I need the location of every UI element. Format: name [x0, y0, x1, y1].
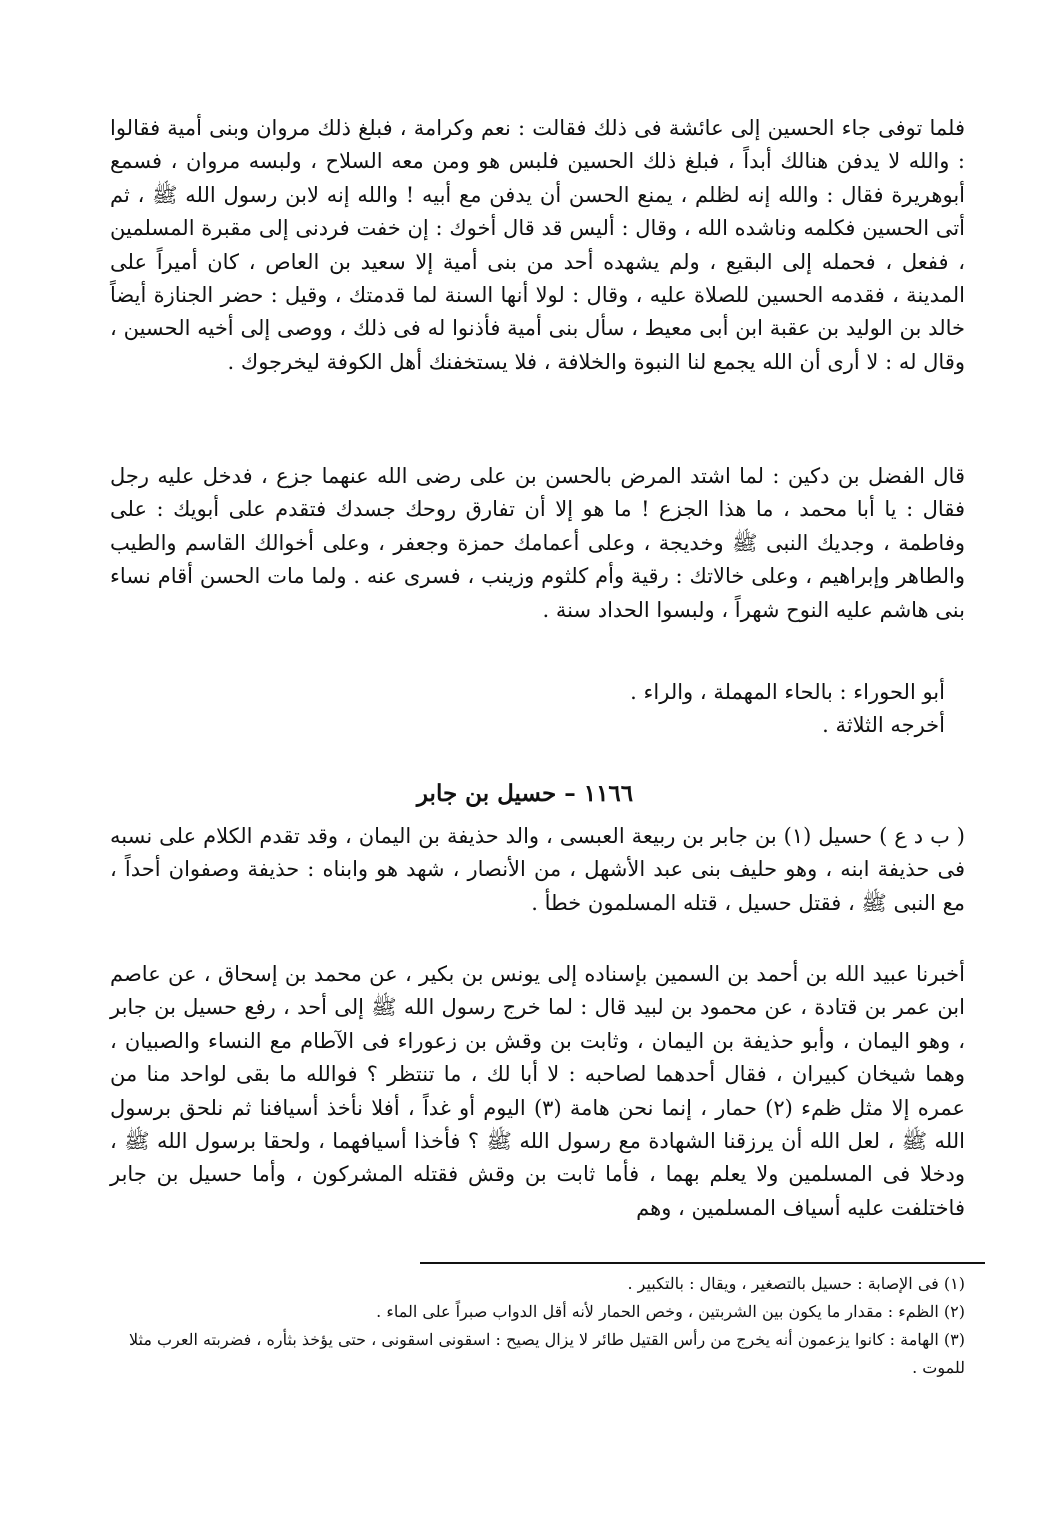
footnote-divider: [420, 1262, 985, 1264]
note-line-1: أبو الحوراء : بالحاء المهملة ، والراء .: [630, 680, 945, 704]
footnote-1: (١) فى الإصابة : حسيل بالتصغير ، ويقال : بالتكبير .: [627, 1274, 965, 1293]
footnote-3: (٣) الهامة : كانوا يزعمون أنه يخرج من رأس القتيل طائر لا يزال يصيح : اسقونى اسقونى ، حتى يؤخذ بثأره ، فضربته العرب مثلا للموت .: [128, 1330, 965, 1377]
paragraph-illness-of-hasan: قال الفضل بن دكين : لما اشتد المرض بالحسن بن على رضى الله عنهما جزع ، فدخل عليه رجل فقال : يا أبا محمد ، ما هذا الجزع ! ما هو إلا أن تفارق روحك جسدك فتقدم على أبويك : على وفاطمة ، وجديك النبى ﷺ وخديجة ، وعلى أعمامك حمزة وجعفر ، وعلى أخوالك القاسم والطيب والطاهر وإبراهيم ، وعلى خالاتك : رقية وأم كلثوم وزينب ، فسرى عنه . ولما مات الحسن أقام نساء بنى هاشم عليه النوح شهراً ، ولبسوا الحداد سنة .: [110, 464, 965, 622]
paragraph-burial-of-hasan: فلما توفى جاء الحسين إلى عائشة فى ذلك فقالت : نعم وكرامة ، فبلغ ذلك مروان وبنى أمية فقالوا : والله لا يدفن هنالك أبداً ، فبلغ ذلك الحسين فلبس هو ومن معه السلاح ، ولبسه مروان ، فسمع أبوهريرة فقال : والله إنه لظلم ، يمنع الحسن أن يدفن مع أبيه ! والله إنه لابن رسول الله ﷺ ، ثم أتى الحسين فكلمه وناشده الله ، وقال : أليس قد قال أخوك : إن خفت فردنى إلى مقبرة المسلمين ، ففعل ، فحمله إلى البقيع ، ولم يشهده أحد من بنى أمية إلا سعيد بن العاص ، كان أميراً على المدينة ، فقدمه الحسين للصلاة عليه ، وقال : لولا أنها السنة لما قدمتك ، وقيل : حضر الجنازة أيضاً خالد بن الوليد بن عقبة ابن أبى معيط ، سأل بنى أمية فأذنوا له فى ذلك ، ووصى إلى أخيه الحسين ، وقال له : لا أرى أن الله يجمع لنا النبوة والخلافة ، فلا يستخفنك أهل الكوفة ليخرجوك .: [110, 116, 965, 374]
footnotes: [110, 1270, 965, 1382]
note-line-2: أخرجه الثلاثة .: [822, 713, 945, 738]
paragraph-husayl-narration: أخبرنا عبيد الله بن أحمد بن السمين بإسناده إلى يونس بن بكير ، عن محمد بن إسحاق ، عن عاصم ابن عمر بن قتادة ، عن محمود بن لبيد قال : لما خرج رسول الله ﷺ إلى أحد ، رفع حسيل بن جابر ، وهو اليمان ، وأبو حذيفة بن اليمان ، وثابت بن وقش بن زعوراء فى الآطام مع النساء والصبيان ، وهما شيخان كبيران ، فقال أحدهما لصاحبه : لا أبا لك ، ما تنتظر ؟ فوالله ما بقى لواحد منا من عمره إلا مثل ظمء (٢) حمار ، إنما نحن هامة (٣) اليوم أو غداً ، أفلا نأخذ أسيافنا ثم نلحق برسول الله ﷺ ، لعل الله أن يرزقنا الشهادة مع رسول الله ﷺ ؟ فأخذا أسيافهما ، ولحقا برسول الله ﷺ ، ودخلا فى المسلمين ولا يعلم بهما ، فأما ثابت بن وقش فقتله المشركون ، وأما حسيل بن جابر فاختلفت عليه أسياف المسلمين ، وهم: [110, 962, 965, 1220]
paragraph-abu-al-hawra-note: [110, 676, 945, 743]
section-heading: ١١٦٦ – حسيل بن جابر: [416, 780, 634, 807]
paragraph-husayl-lineage: ( ب د ع ) حسيل (١) بن جابر بن ربيعة العبسى ، والد حذيفة بن اليمان ، وقد تقدم الكلام على نسبه فى حذيفة ابنه ، وهو حليف بنى عبد الأشهل ، من الأنصار ، شهد هو وابناه : حذيفة وصفوان أحداً ، مع النبى ﷺ ، فقتل حسيل ، قتله المسلمون خطأ .: [110, 824, 965, 915]
footnote-2: (٢) الظمء : مقدار ما يكون بين الشربتين ، وخص الحمار لأنه أقل الدواب صبراً على الماء .: [376, 1302, 965, 1321]
